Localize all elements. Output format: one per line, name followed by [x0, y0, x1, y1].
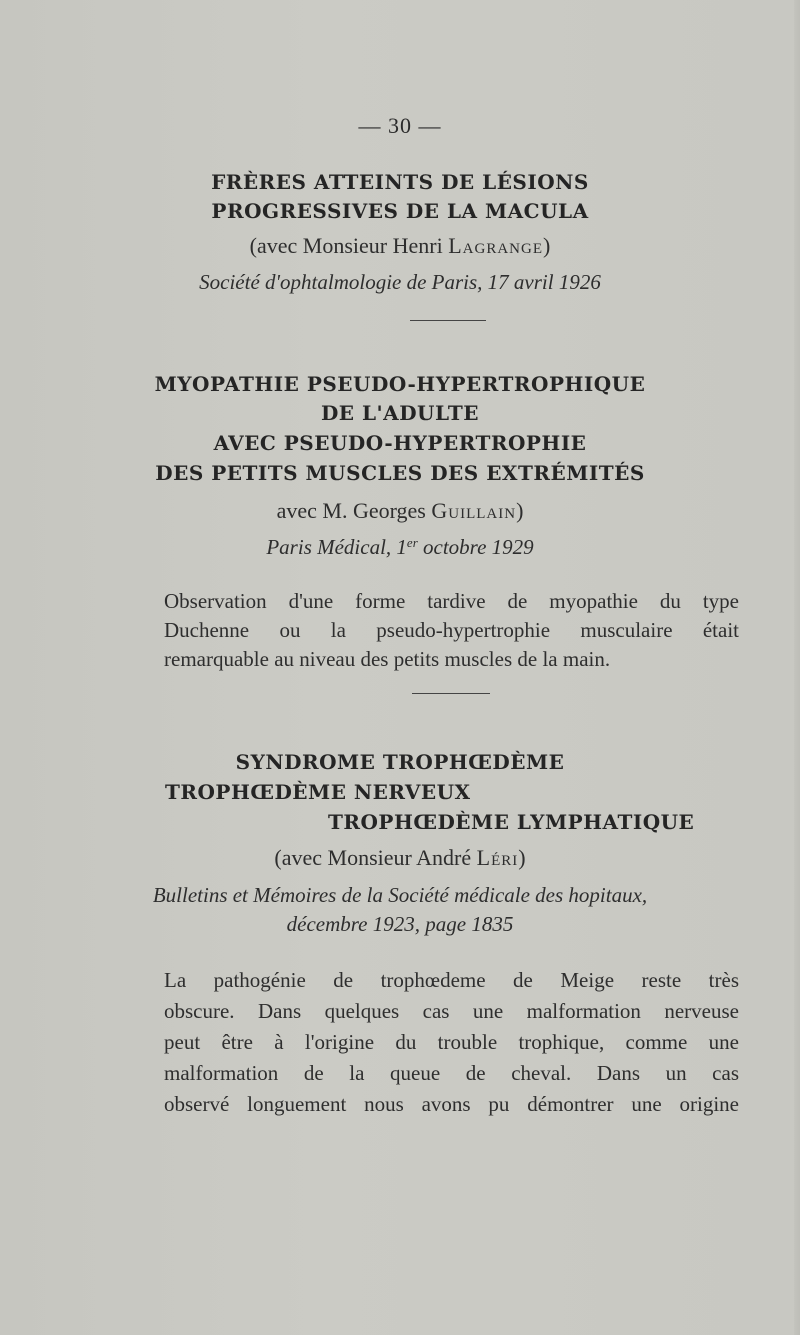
section1-title-line1: FRÈRES ATTEINTS DE LÉSIONS — [211, 170, 589, 194]
section-divider — [410, 320, 486, 321]
section-divider — [412, 693, 490, 694]
paragraph-line: peut être à l'origine du trouble trophique, comme une — [164, 1030, 739, 1054]
section2-source — [0, 535, 800, 560]
coauthor-name: Léri — [476, 845, 519, 870]
section1-title-line2: PROGRESSIVES DE LA MACULA — [211, 199, 589, 223]
source-prefix: Paris Médical, 1 — [266, 535, 407, 559]
paragraph-line: Duchenne ou la pseudo-hypertrophie musculaire était — [164, 618, 739, 642]
paragraph-line: Observation d'une forme tardive de myopathie du type — [164, 589, 739, 613]
coauthor-name: Lagrange — [448, 233, 543, 258]
source-superscript: er — [406, 535, 418, 550]
section3-paragraph — [164, 965, 739, 1120]
section2-coauthor — [0, 498, 800, 524]
section1-source: Société d'ophtalmologie de Paris, 17 avril 1926 — [199, 270, 601, 294]
coauthor-name: Guillain — [431, 498, 517, 523]
coauthor-prefix: (avec Monsieur Henri — [249, 233, 449, 258]
section2-title-line4: DES PETITS MUSCLES DES EXTRÉMITÉS — [155, 461, 645, 485]
section2-title-line2: DE L'ADULTE — [320, 401, 480, 425]
section2-paragraph — [164, 587, 739, 674]
section2-title-line3: AVEC PSEUDO-HYPERTROPHIE — [213, 431, 587, 455]
section3-title-line2: TROPHŒDÈME NERVEUX — [165, 780, 471, 804]
section2-title-line1: MYOPATHIE PSEUDO-HYPERTROPHIQUE — [154, 372, 646, 396]
paragraph-line: obscure. Dans quelques cas une malformation nerveuse — [164, 999, 739, 1023]
coauthor-suffix: ) — [543, 233, 551, 258]
coauthor-prefix: avec M. Georges — [276, 498, 432, 523]
section3-coauthor — [0, 845, 800, 871]
section3-source-line2: décembre 1923, page 1835 — [286, 912, 514, 936]
coauthor-suffix: ) — [518, 845, 526, 870]
section3-title-line3: TROPHŒDÈME LYMPHATIQUE — [328, 810, 695, 834]
page-number: — 30 — — [358, 113, 442, 138]
paragraph-line: observé longuement nous avons pu démontrer une origine — [164, 1092, 739, 1116]
paragraph-line: La pathogénie de trophœdeme de Meige reste très — [164, 968, 739, 992]
paragraph-line: remarquable au niveau des petits muscles de la main. — [164, 647, 611, 671]
section1-coauthor — [0, 233, 800, 259]
coauthor-suffix: ) — [516, 498, 524, 523]
paragraph-line: malformation de la queue de cheval. Dans un cas — [164, 1061, 739, 1085]
section3-source-line1: Bulletins et Mémoires de la Société médicale des hopitaux, — [152, 883, 648, 907]
coauthor-prefix: (avec Monsieur André — [274, 845, 477, 870]
source-suffix: octobre 1929 — [417, 535, 534, 559]
section3-title-line1: SYNDROME TROPHŒDÈME — [235, 750, 565, 774]
